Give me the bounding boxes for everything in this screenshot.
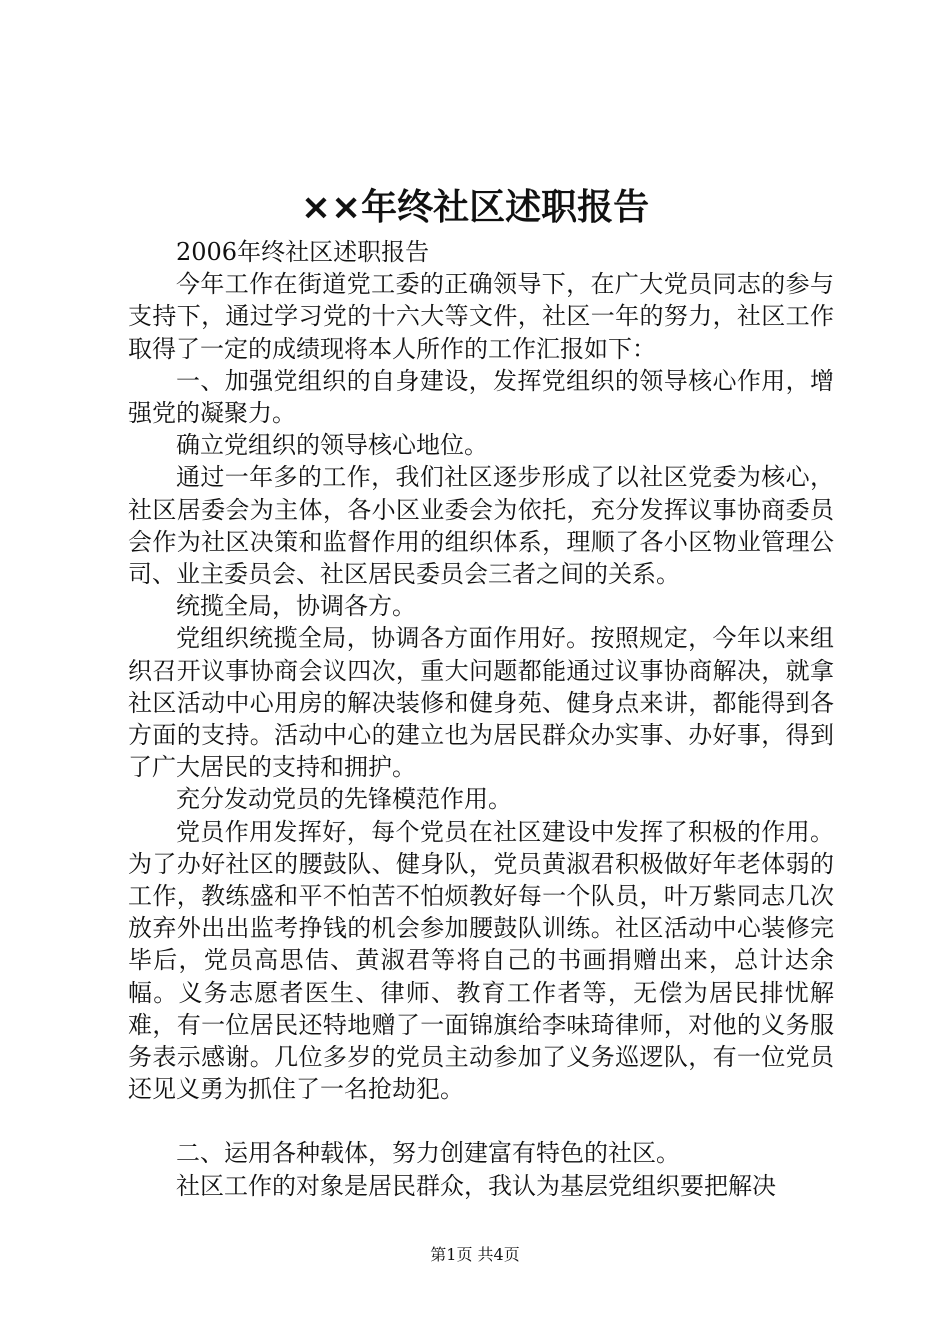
paragraph-coordination-body: 党组织统揽全局，协调各方面作用好。按照规定，今年以来组织召开议事协商会议四次，重大问题都能通过议事协商解决，就拿社区活动中心用房的解决装修和健身苑、健身点来讲，都能得到各方面的支持。活动中心的建立也为居民群众办实事、办好事，得到了广大居民的支持和拥护。 (128, 624, 834, 782)
paragraph-section-1-heading: 一、加强党组织的自身建设，发挥党组织的领导核心作用，增强党的凝聚力。 (128, 366, 834, 428)
paragraph-section-2-heading: 二、运用各种载体，努力创建富有特色的社区。 (176, 1139, 680, 1168)
paragraph-section-2-body: 社区工作的对象是居民群众，我认为基层党组织要把解决 (176, 1171, 776, 1200)
paragraph-subheading-members: 充分发动党员的先锋模范作用。 (176, 785, 512, 814)
paragraph-leadership-body: 通过一年多的工作，我们社区逐步形成了以社区党委为核心，社区居委会为主体，各小区业委会为依托，充分发挥议事协商委员会作为社区决策和监督作用的组织体系，理顺了各小区物业管理公司、业主委员会、社区居民委员会三者之间的关系。 (128, 463, 834, 589)
page-footer: 第1页 共4页 (430, 1245, 520, 1264)
paragraph-subheading-leadership: 确立党组织的领导核心地位。 (176, 431, 488, 460)
paragraph-members-body: 党员作用发挥好，每个党员在社区建设中发挥了积极的作用。为了办好社区的腰鼓队、健身队，党员黄淑君积极做好年老体弱的工作，教练盛和平不怕苦不怕烦教好每一个队员，叶万紫同志几次放弃外出出监考挣钱的机会参加腰鼓队训练。社区活动中心装修完毕后，党员高思佶、黄淑君等将自己的书画捐赠出来，总计达余幅。义务志愿者医生、律师、教育工作者等，无偿为居民排忧解难，有一位居民还特地赠了一面锦旗给李味琦律师，对他的义务服务表示感谢。几位多岁的党员主动参加了义务巡逻队，有一位党员还见义勇为抓住了一名抢劫犯。 (128, 817, 834, 1104)
paragraph-intro: 今年工作在街道党工委的正确领导下，在广大党员同志的参与支持下，通过学习党的十六大等文件，社区一年的努力，社区工作取得了一定的成绩现将本人所作的工作汇报如下： (128, 270, 834, 363)
document-title: ××年终社区述职报告 (300, 187, 650, 228)
document-body (128, 236, 834, 1202)
paragraph-subheading-coordination: 统揽全局，协调各方。 (176, 592, 416, 621)
paragraph-subtitle: 2006年终社区述职报告 (176, 238, 430, 266)
